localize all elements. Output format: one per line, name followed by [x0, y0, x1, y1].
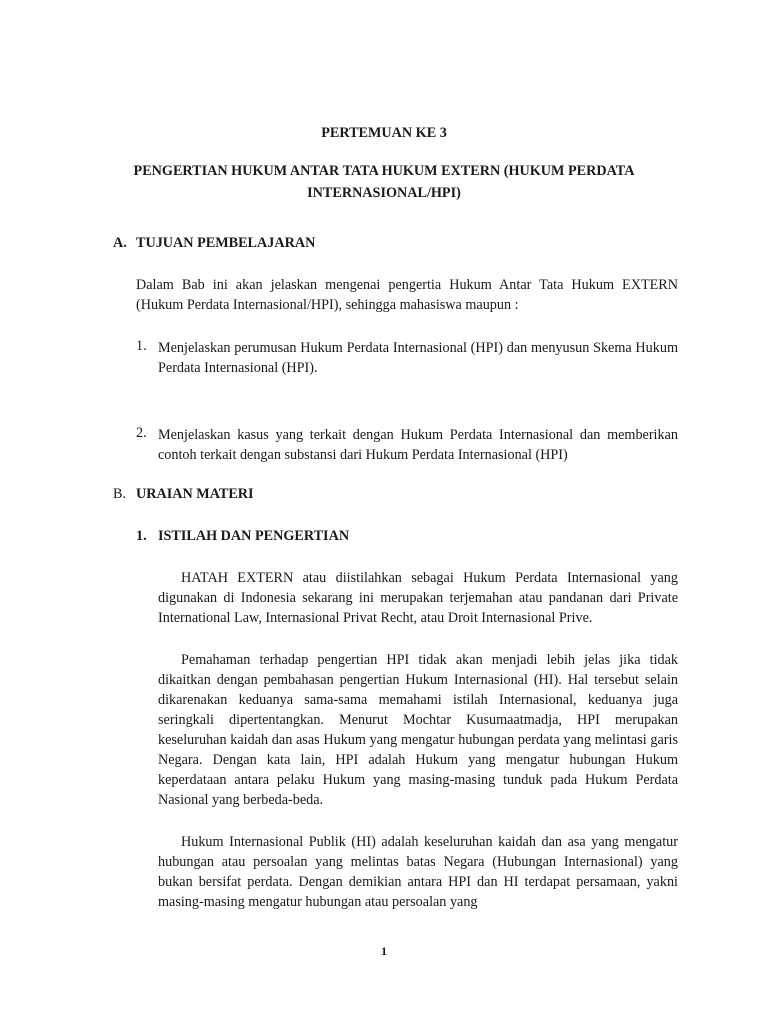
section-a-letter: A.	[113, 235, 127, 251]
document-subtitle: PENGERTIAN HUKUM ANTAR TATA HUKUM EXTERN (HUKUM PERDATA INTERNASIONAL/HPI)	[133, 163, 635, 201]
section-a-title: TUJUAN PEMBELAJARAN	[136, 235, 316, 251]
list-item-1-number: 1.	[136, 338, 147, 354]
page-number: 1	[381, 944, 387, 958]
list-item-1-text: Menjelaskan perumusan Hukum Perdata Internasional (HPI) dan menyusun Skema Hukum Perdata Internasional (HPI).	[158, 340, 678, 376]
paragraph-3: Hukum Internasional Publik (HI) adalah keseluruhan kaidah dan asa yang mengatur hubungan atau persoalan yang melintas batas Negara (Hubungan Internasional) yang bukan bersifat perdata. Dengan demikian antara HPI dan HI terdapat persamaan, yakni masing-masing mengatur hubungan atau persoalan yang	[158, 834, 678, 910]
page-title: PERTEMUAN KE 3	[321, 125, 447, 141]
section-b-letter: B.	[113, 486, 127, 502]
list-item-2-text: Menjelaskan kasus yang terkait dengan Hukum Perdata Internasional dan memberikan contoh terkait dengan substansi dari Hukum Perdata Internasional (HPI)	[158, 427, 678, 463]
section-b-title: URAIAN MATERI	[136, 486, 254, 502]
subsection-1-title: ISTILAH DAN PENGERTIAN	[158, 528, 350, 544]
section-a-intro: Dalam Bab ini akan jelaskan mengenai pengertia Hukum Antar Tata Hukum EXTERN (Hukum Perdata Internasional/HPI), sehingga mahasiswa maupun :	[136, 277, 678, 313]
paragraph-1: HATAH EXTERN atau diistilahkan sebagai Hukum Perdata Internasional yang digunakan di Indonesia sekarang ini merupakan terjemahan atau pandanan dari Private International Law, Internasional Privat Recht, atau Droit Internasional Prive.	[158, 570, 678, 626]
list-item-2-number: 2.	[136, 425, 147, 441]
subsection-1-number: 1.	[136, 528, 147, 544]
paragraph-2: Pemahaman terhadap pengertian HPI tidak akan menjadi lebih jelas jika tidak dikaitkan dengan pembahasan pengertian Hukum Internasional (HI). Hal tersebut selain dikarenakan keduanya sama-sama memahami istilah Internasional, keduanya juga seringkali dipertentangkan. Menurut Mochtar Kusumaatmadja, HPI merupakan keseluruhan kaidah dan asas Hukum yang mengatur hubungan perdata yang melintasi garis Negara. Dengan kata lain, HPI adalah Hukum yang mengatur hubungan Hukum keperdataan antara pelaku Hukum yang masing-masing tunduk pada Hukum Perdata Nasional yang berbeda-beda.	[158, 652, 678, 808]
